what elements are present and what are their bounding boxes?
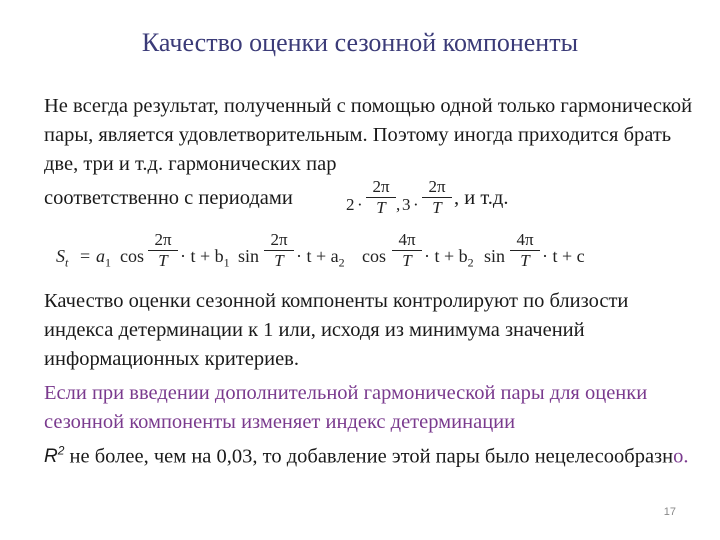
paragraph-highlight-end: о.: [673, 445, 689, 468]
periods-suffix: , и т.д.: [454, 187, 509, 209]
period2-numerator: 2π: [428, 177, 446, 196]
period1-fraction: [366, 177, 396, 218]
period2-denominator: T: [432, 198, 442, 217]
slide-title: Качество оценки сезонной компоненты: [141, 28, 579, 57]
paragraph-highlight-part1: Если при введении дополнительной гармонической пары для оценки сезонной компоненты изменяет индекс детерминации: [44, 382, 648, 433]
formula-frac-1-den: T: [158, 251, 168, 270]
formula-tail: · t + c: [542, 246, 585, 266]
r-squared-symbol: $R^2$: [44, 444, 65, 468]
formula-t3-sep: · t + a: [296, 246, 339, 266]
formula-t2-fn: sin: [238, 246, 260, 266]
formula-frac-1: [148, 230, 178, 271]
formula-frac-3-den: T: [402, 251, 412, 270]
formula-lhs-sub: t: [65, 255, 69, 270]
formula-t1-fn: cos: [120, 246, 144, 266]
formula-t3-fn: cos: [362, 246, 386, 266]
formula-frac-2-num: 2π: [270, 230, 288, 249]
formula-frac-4-den: T: [520, 251, 530, 270]
period1-coef: 2: [346, 195, 355, 214]
formula-frac-4-num: 4π: [516, 230, 534, 249]
formula-t2-sub: 1: [223, 255, 230, 270]
period2-fraction: [422, 177, 452, 218]
formula-t4-sub: 2: [467, 255, 474, 270]
paragraph-quality: Качество оценки сезонной компоненты контролируют по близости индекса детерминации к 1 или, исходя из минимума значений информационных критериев.: [44, 290, 629, 370]
formula-t3-sub: 2: [338, 255, 345, 270]
formula-t1: a: [96, 246, 105, 266]
formula-t4-sep: · t + b: [424, 246, 468, 266]
formula-frac-3: [392, 230, 422, 271]
formula-frac-2-den: T: [274, 251, 284, 270]
paragraph-highlight: [44, 379, 694, 471]
formula-frac-4: [510, 230, 540, 271]
period2-coef: 3: [402, 195, 411, 214]
paragraph-intro: Не всегда результат, полученный с помощью одной только гармонической пары, является удовлетворительным. Поэтому иногда приходится брать две, три и т.д. гармонических пар: [44, 95, 693, 175]
formula-t1-sub: 1: [105, 255, 111, 270]
paragraph-highlight-part2: не более, чем на 0,03, то добавление этой пары было нецелесообразн: [64, 445, 674, 468]
period1-denominator: T: [376, 198, 386, 217]
periods-prefix: соответственно с периодами: [44, 187, 293, 209]
formula-eq: =: [80, 246, 91, 266]
formula-frac-3-num: 4π: [398, 230, 416, 249]
formula-frac-1-num: 2π: [154, 230, 172, 249]
periods-line: соответственно с периодами 2 · 2π T , 3 · 2π T , и т.д.: [44, 177, 509, 217]
period1-numerator: 2π: [372, 177, 390, 196]
formula-t4-fn: sin: [484, 246, 506, 266]
formula-frac-2: [264, 230, 294, 271]
formula-lhs: S: [56, 246, 65, 266]
formula-t2-sep: · t + b: [180, 246, 224, 266]
harmonic-formula: [56, 230, 676, 284]
page-number: 17: [663, 506, 676, 518]
